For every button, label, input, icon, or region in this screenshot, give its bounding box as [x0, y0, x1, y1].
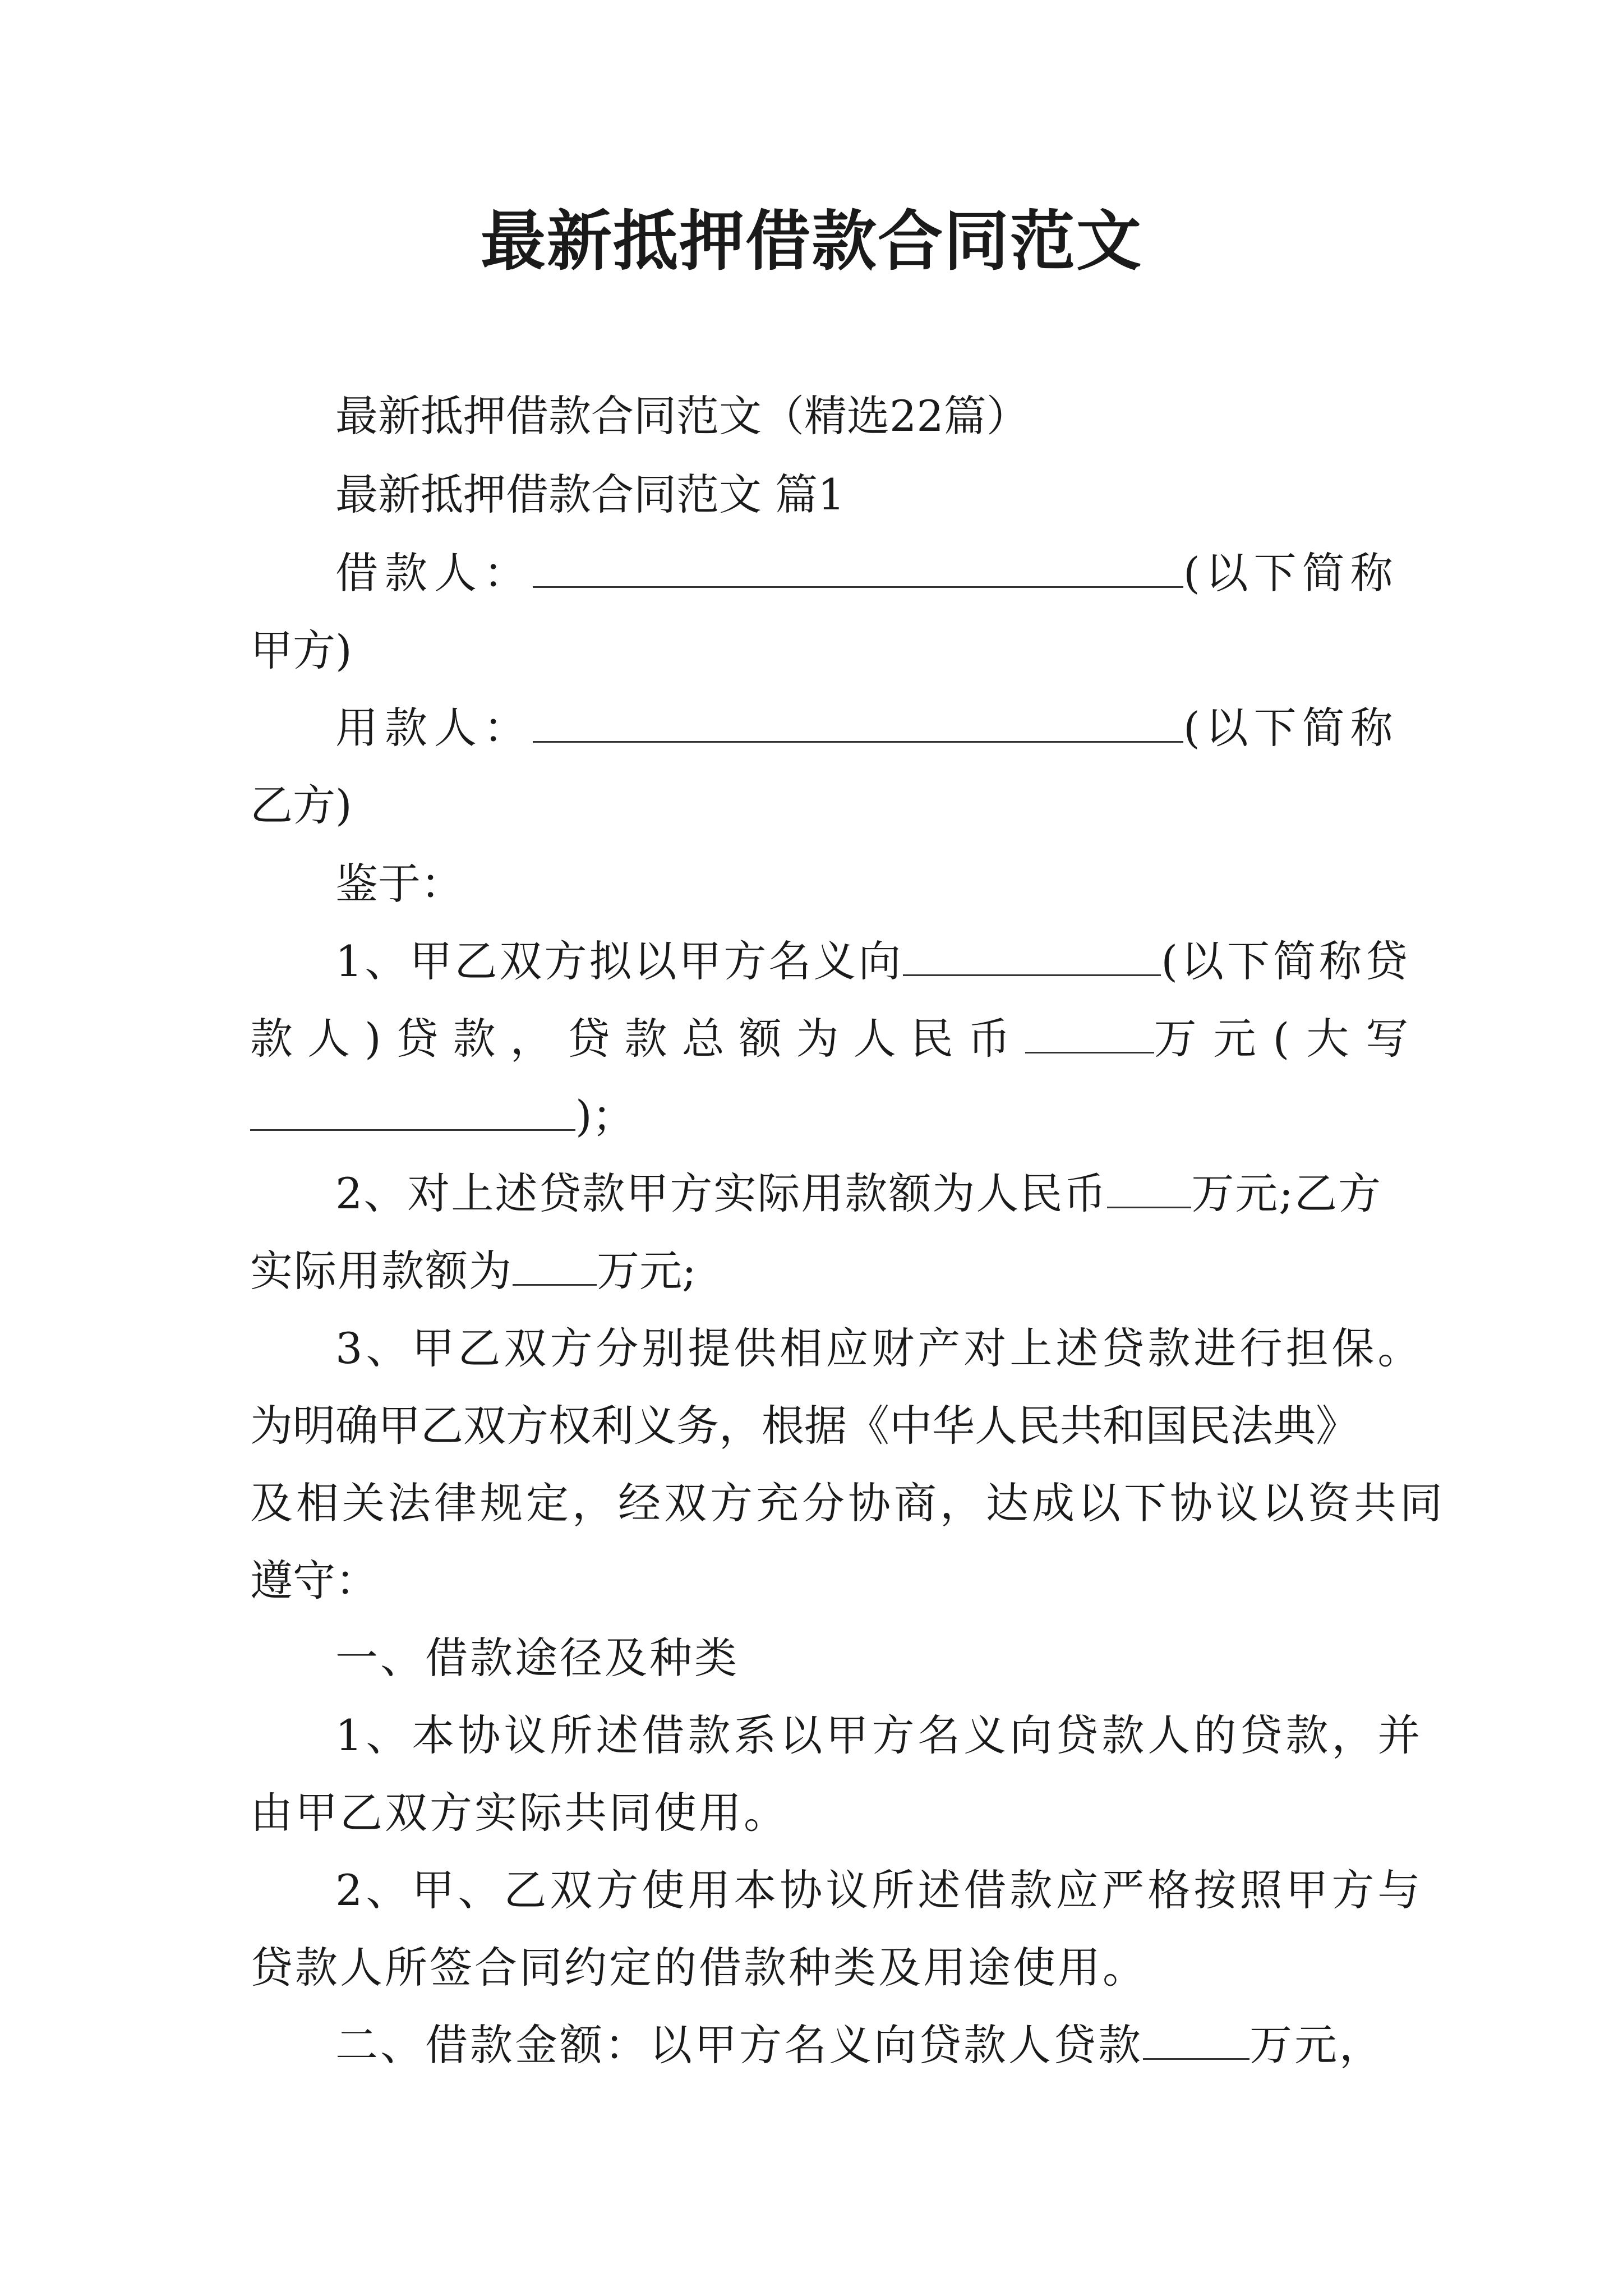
article-1-heading: 一、借款途径及种类 [335, 1633, 739, 1683]
document-title: 最新抵押借款合同范文 [481, 203, 1142, 279]
borrower-row [335, 534, 1399, 613]
clause-1-row-3 [250, 1077, 635, 1156]
borrower-blank[interactable] [533, 547, 1183, 588]
clause-3-line-2: 为明确甲乙双方权利义务，根据《中华人民共和国民法典》 [250, 1401, 1358, 1451]
clause-2-row-1 [335, 1154, 1382, 1233]
party-b-amount-blank[interactable] [513, 1245, 597, 1286]
clause-2-text-b: 万元;乙方 [1191, 1168, 1382, 1218]
clause-1-row-2 [250, 1000, 1425, 1078]
article-2-text-a: 二、借款金额：以甲方名义向贷款人贷款 [335, 2020, 1143, 2070]
loan-total-blank[interactable] [1025, 1013, 1154, 1053]
clause-1-text-a: 1、甲乙双方拟以甲方名义向 [335, 936, 903, 986]
article-1-item-2-line-2: 贷款人所签合同约定的借款种类及用途使用。 [250, 1943, 1147, 1993]
borrower-cont: 甲方) [250, 625, 352, 675]
loan-total-uppercase-blank[interactable] [250, 1090, 575, 1131]
clause-2-text-d: 万元; [597, 1246, 697, 1296]
user-cont: 乙方) [250, 780, 352, 830]
clause-3-line-1: 3、甲乙双方分别提供相应财产对上述贷款进行担保。 [335, 1323, 1424, 1373]
article-2-text-b: 万元， [1249, 2020, 1384, 2070]
whereas-label: 鉴于： [335, 859, 463, 909]
clause-2-row-2 [250, 1232, 697, 1310]
article-2-row [335, 2006, 1384, 2085]
lender-blank[interactable] [903, 935, 1161, 976]
section-heading: 最新抵押借款合同范文 篇1 [335, 470, 845, 519]
borrower-suffix: (以下简称 [1183, 548, 1399, 598]
clause-1-text-d: 万元(大写 [1154, 1014, 1426, 1064]
user-row [335, 689, 1399, 767]
clause-1-text-b: (以下简称贷 [1161, 936, 1412, 986]
clause-1-text-c: 款人)贷款，贷款总额为人民币 [250, 1014, 1025, 1064]
user-blank[interactable] [533, 702, 1183, 743]
user-label: 用款人： [335, 703, 533, 753]
clause-1-row-1 [335, 922, 1411, 1001]
article-1-item-1-line-1: 1、本协议所述借款系以甲方名义向贷款人的贷款，并 [335, 1710, 1424, 1760]
article-2-amount-blank[interactable] [1143, 2019, 1249, 2060]
clause-3-line-3: 及相关法律规定，经双方充分协商，达成以下协议以资共同 [250, 1478, 1446, 1528]
clause-2-text-a: 2、对上述贷款甲方实际用款额为人民币 [335, 1168, 1108, 1218]
subtitle: 最新抵押借款合同范文（精选22篇） [335, 391, 1029, 441]
clause-1-text-e: )； [575, 1091, 635, 1141]
user-suffix: (以下简称 [1183, 703, 1399, 753]
article-1-item-1-line-2: 由甲乙双方实际共同使用。 [250, 1788, 789, 1838]
borrower-label: 借款人： [335, 548, 533, 598]
clause-2-text-c: 实际用款额为 [250, 1246, 513, 1296]
clause-3-line-4: 遵守： [250, 1556, 378, 1605]
article-1-item-2-line-1: 2、甲、乙双方使用本协议所述借款应严格按照甲方与 [335, 1865, 1424, 1915]
party-a-amount-blank[interactable] [1107, 1167, 1191, 1208]
